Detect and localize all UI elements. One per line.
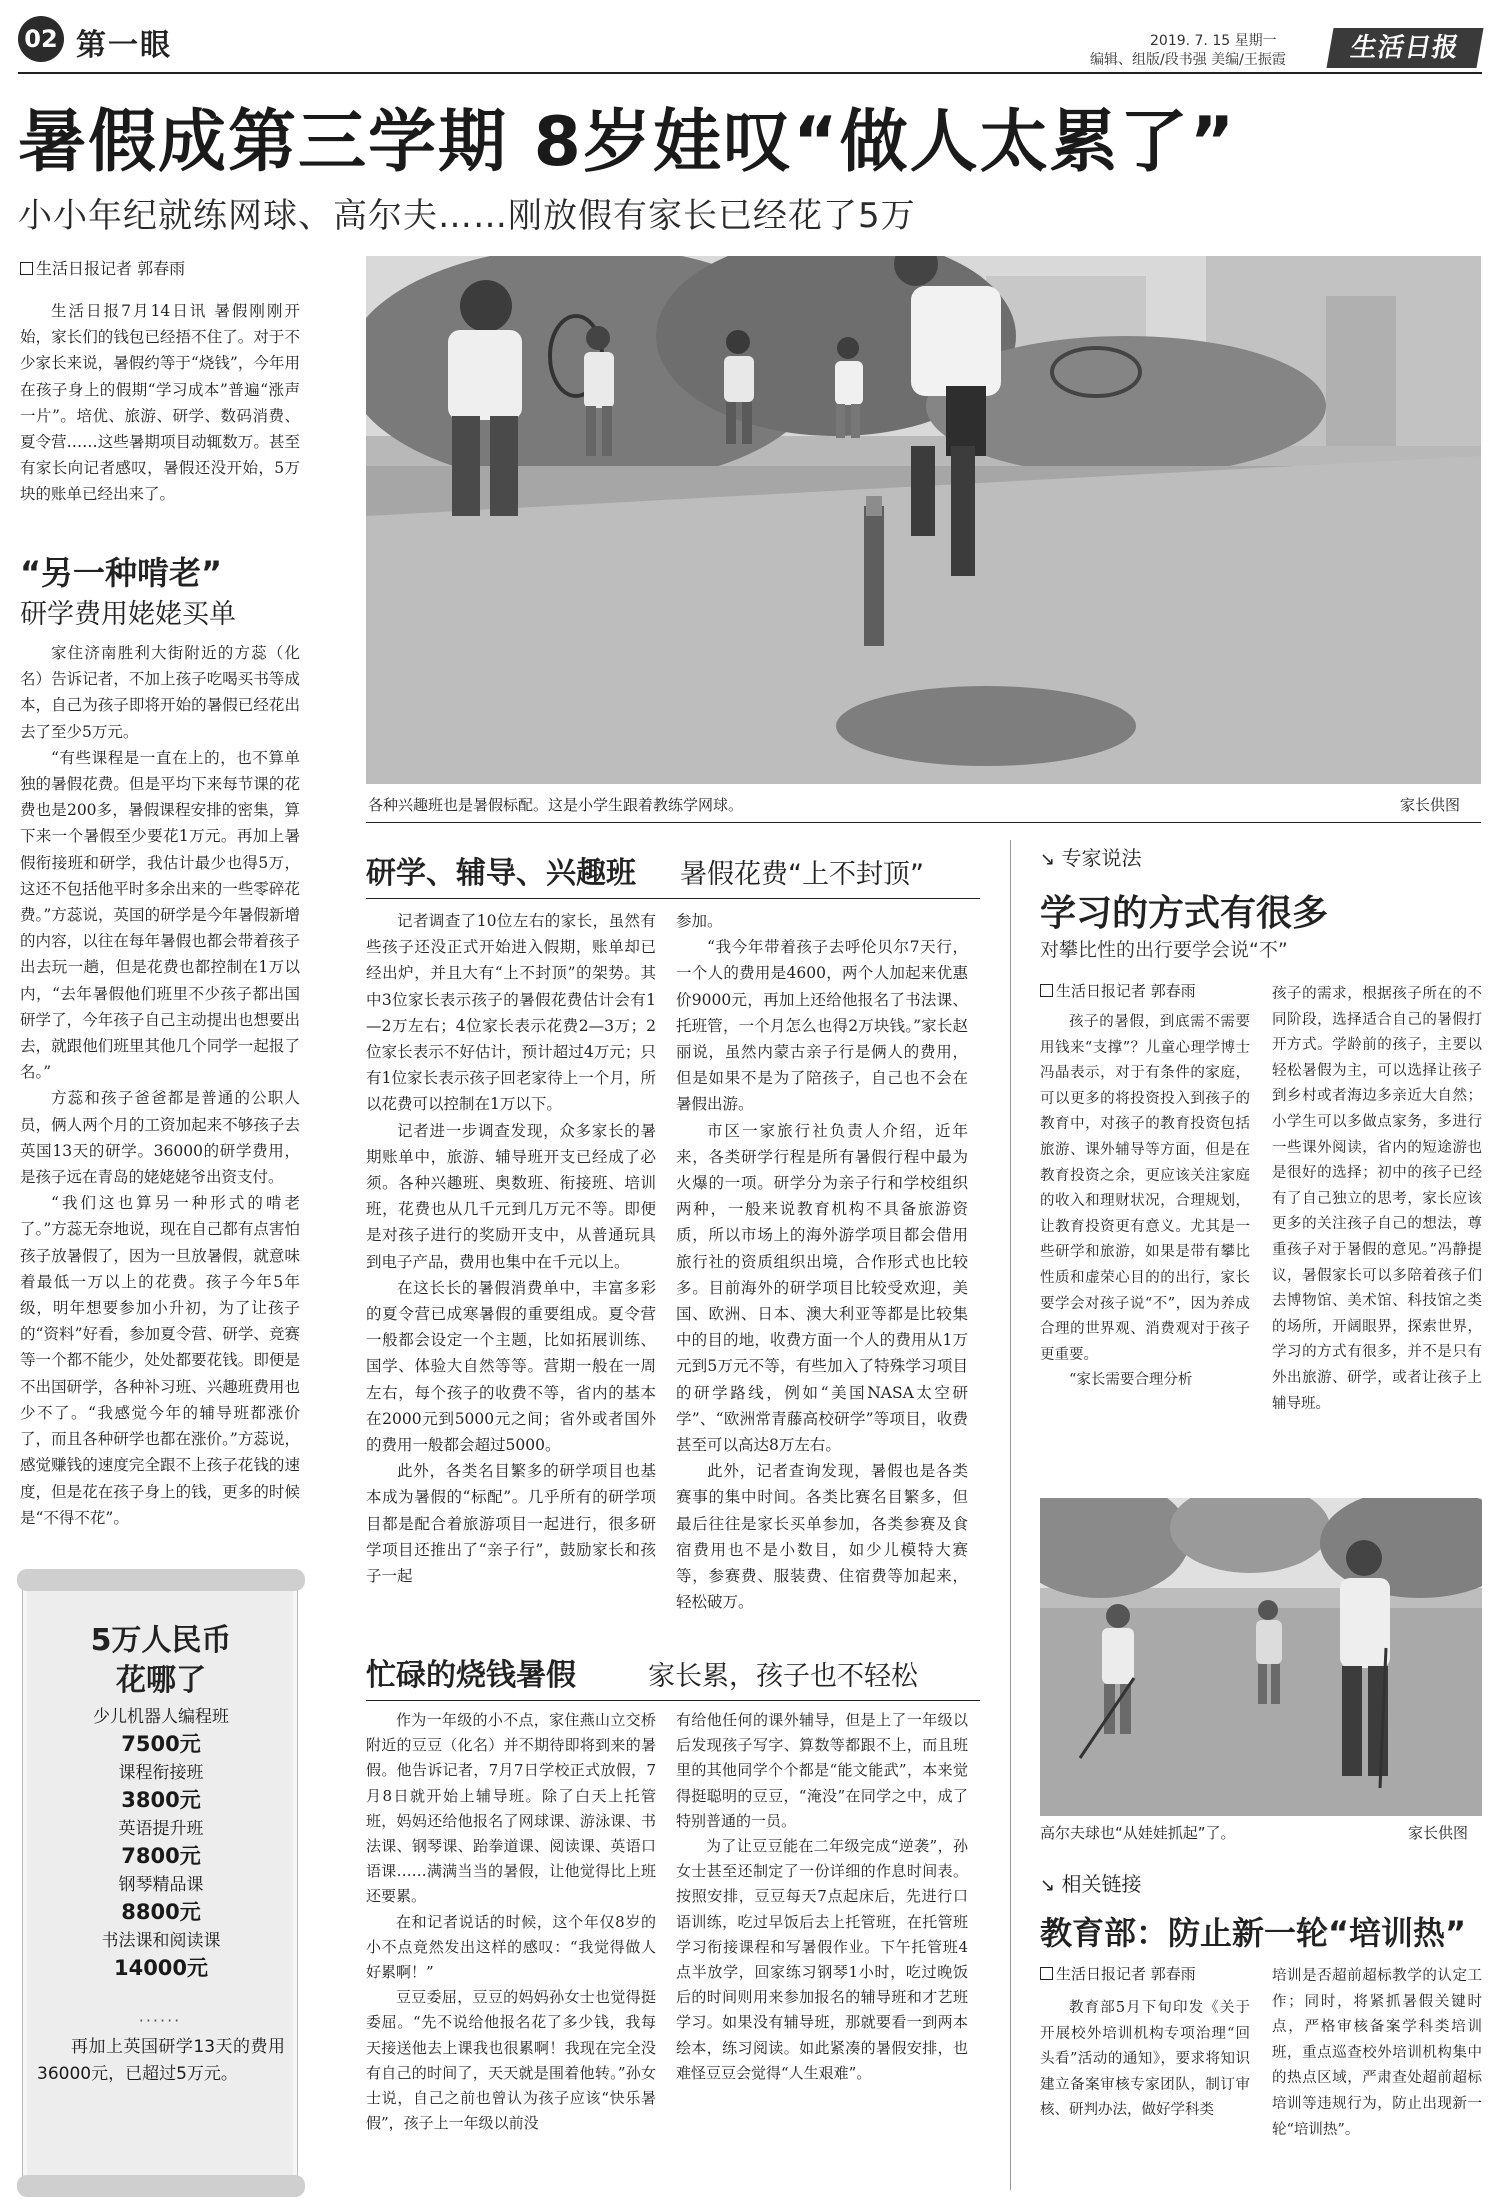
related-col1: 教育部5月下旬印发《关于开展校外培训机构专项治理“回头看”活动的通知》，要求将知识建立备案审核专家团队，制订审核、研判办法，做好学科类 xyxy=(1040,2000,1250,2119)
golf-photo-credit: 家长供图 xyxy=(1408,1824,1469,1842)
section-b-col1 xyxy=(366,908,656,1589)
paragraph: 市区一家旅行社负责人介绍，近年来，各类研学行程是所有暑假行程中最为火爆的一项。研学分为亲子行和学校组织两种，一般来说教育机构不具备旅游资质，所以市场上的海外游学项目都会借用旅行社的资质组织出境，合作形式也比较多。目前海外的研学项目比较受欢迎，美国、欧洲、日本、澳大利亚等都是比较集中的目的地，收费方面一个人的费用从1万元到5万元不等，有些加入了特殊学习项目的研学路线，例如“美国NASA太空研学”、“欧洲常青藤高校研学”等项目，收费甚至可以高达8万左右。 xyxy=(676,1121,968,1455)
item-label: 钢琴精品课 xyxy=(118,1875,204,1895)
column-rule xyxy=(1010,840,1011,2190)
box-dots: ······ xyxy=(138,2011,182,2030)
section-c-rule xyxy=(366,1700,980,1701)
section-a-subtitle: 研学费用姥姥买单 xyxy=(20,599,236,630)
related-label-text: 相关链接 xyxy=(1061,1872,1142,1896)
lead-byline xyxy=(20,256,185,279)
box-item xyxy=(23,1705,299,1758)
arrow-icon: ↘ xyxy=(1040,849,1056,870)
paragraph: 方蕊和孩子爸爸都是普通的公职人员，俩人两个月的工资加起来不够孩子去英国13天的研学。36000的研学费用，是孩子远在青岛的姥姥姥爷出资支付。 xyxy=(20,1089,300,1187)
box-item xyxy=(23,1761,299,1814)
byline-box-icon xyxy=(1040,984,1053,997)
headline-title: 暑假成第三学期 8岁娃叹“做人太累了” xyxy=(18,103,1237,182)
expert-label-text: 专家说法 xyxy=(1061,846,1142,870)
item-value: 7500元 xyxy=(121,1732,201,1756)
editors-credit: 编辑、组版/段书强 美编/王振霞 xyxy=(1090,52,1286,68)
paragraph: 在和记者说话的时候，这个年仅8岁的小不点竟然发出这样的感叹：“我觉得做人好累啊！” xyxy=(366,1912,656,1982)
paragraph: “有些课程是一直在上的，也不算单独的暑假花费。但是平均下来每节课的花费也是200多，暑假课程安排的密集，算下来一个暑假至少要花1万元。再加上暑假衔接班和研学，我估计最少也得5万，这还不包括他平时多余出来的一些零碎花费。”方蕊说，英国的研学是今年暑假新增的内容，以往在每年暑假也都会带着孩子出去玩一趟，但是花费也都控制在1万以内，“去年暑假他们班里不少孩子都出国研学了，今年孩子自己主动提出也想要出去，就跟他们班里其他几个同学一起报了名。” xyxy=(20,748,300,1082)
paragraph: 孩子的需求，根据孩子所在的不同阶段，选择适合自己的暑假打开方式。学龄前的孩子，主要以轻松暑假为主，可以选择让孩子到乡村或者海边多亲近大自然；小学生可以多做点家务，多进行一些课外阅读，省内的短途游也是很好的选择；初中的孩子已经有了自己独立的思考，家长应该更多的关注孩子自己的想法，尊重孩子对于暑假的意见。”冯静提议，暑假家长可以多陪着孩子们去博物馆、美术馆、科技馆之类的场所，开阔眼界，探索世界，学习的方式有很多，并不是只有外出旅游、研学，或者让孩子上辅导班。 xyxy=(1272,986,1482,1412)
paragraph: “我今年带着孩子去呼伦贝尔7天行，一个人的费用是4600，两个人加起来优惠价9000元，再加上还给他报名了书法课、托班管，一个月怎么也得2万块钱。”家长赵丽说，虽然内蒙古亲子行是俩人的费用，但是如果不是为了陪孩子，自己也不会在暑假出游。 xyxy=(676,938,968,1114)
expert-byline-text: 生活日报记者 郭春雨 xyxy=(1056,982,1196,1000)
box-footer: 再加上英国研学13天的费用36000元，已超过5万元。 xyxy=(37,2037,285,2084)
box-item xyxy=(23,1817,299,1870)
page-number-badge xyxy=(18,16,64,62)
byline-box-icon xyxy=(20,262,33,275)
paragraph: 作为一年级的小不点，家住燕山立交桥附近的豆豆（化名）并不期待即将到来的暑假。他告诉记者，7月7日学校正式放假，7月8日就开始上辅导班。除了白天上托管班，妈妈还给他报名了网球课、游泳课、书法课、钢琴课、跆拳道课、阅读课、英语口语课……满满当当的暑假，让他觉得比上班还要累。 xyxy=(366,1711,656,1906)
golf-scene-illustration xyxy=(1040,1498,1482,1816)
paragraph: 孩子的暑假，到底需不需要用钱来“支撑”？儿童心理学博士冯晶表示，对于有条件的家庭，可以更多的将投资投入到孩子的教育中，对孩子的教育投资包括旅游、课外辅导等方面，但是在教育投资之余，更应该关注家庭的收入和理财状况，合理规划，让教育投资更有意义。尤其是一些研学和旅游，如果是带有攀比性质和虚荣心目的的出行，家长要学会对孩子说“不”，因为养成合理的世界观、消费观对于孩子更重要。 xyxy=(1040,1014,1250,1363)
paragraph: “家长需要合理分析 xyxy=(1069,1372,1193,1389)
item-value: 14000元 xyxy=(113,1956,209,1980)
item-label: 英语提升班 xyxy=(118,1819,204,1839)
section-b-rule xyxy=(366,898,980,899)
scroll-top-roll xyxy=(17,1569,305,1591)
section-a-body xyxy=(20,640,300,1531)
byline-box-icon xyxy=(1040,1967,1053,1980)
photo-caption-rule xyxy=(366,822,1481,823)
related-byline xyxy=(1040,1963,1196,1984)
box-title-1: 5万人民币 xyxy=(90,1623,232,1658)
related-col2: 培训是否超前超标教学的认定工作；同时，将紧抓暑假关键时点，严格审核备案学科类培训班，重点巡查校外培训机构集中的热点区域，严肃查处超前超标培训等违规行为，防止出现新一轮“培训热”。 xyxy=(1272,1968,1482,2138)
tennis-scene-illustration xyxy=(366,256,1481,784)
item-label: 课程衔接班 xyxy=(118,1763,204,1783)
item-label: 少儿机器人编程班 xyxy=(93,1707,229,1727)
expert-title: 学习的方式有很多 xyxy=(1040,893,1329,934)
expert-subtitle: 对攀比性的出行要学会说“不” xyxy=(1040,939,1288,961)
headline-subtitle: 小小年纪就练网球、高尔夫……刚放假有家长已经花了5万 xyxy=(18,196,916,236)
spending-scroll-box xyxy=(22,1578,298,2188)
paragraph: 有给他任何的课外辅导，但是上了一年级以后发现孩子写字、算数等都跟不上，而且班里的其他同学个个都是“能文能武”，本来觉得挺聪明的豆豆，“淹没”在同学之中，成了特别普通的一员。 xyxy=(676,1711,968,1830)
related-title: 教育部：防止新一轮“培训热” xyxy=(1040,1914,1467,1952)
newspaper-name: 生活日报 xyxy=(1348,33,1462,63)
section-c-col1 xyxy=(366,1708,656,2136)
paragraph: 在这长长的暑假消费单中，丰富多彩的夏令营已成寒暑假的重要组成。夏令营一般都会设定一个主题，比如拓展训练、国学、体验大自然等等。营期一般在一周左右，每个孩子的收费不等，省内的基本在2000元到5000元之间；省外或者国外的费用一般都会超过5000。 xyxy=(366,1278,656,1455)
expert-byline xyxy=(1040,980,1196,1001)
section-c-col2 xyxy=(676,1708,968,2086)
box-items xyxy=(23,1705,299,1985)
golf-photo-caption: 高尔夫球也“从娃娃抓起”了。 xyxy=(1040,1824,1236,1842)
masthead-rule xyxy=(18,72,1482,74)
paragraph: 为了让豆豆能在二年级完成“逆袭”，孙女士甚至还制定了一份详细的作息时间表。按照安排，豆豆每天7点起床后，先进行口语训练，吃过早饭后去上托管班，在托管班学习衔接课程和写暑假作业。下午托管班4点半放学，回家练习钢琴1小时，吃过晚饭后的时间则用来参加报名的辅导班和才艺班学习。如果没有辅导班，那就要看一到两本绘本，练习阅读。如此紧凑的暑假安排，也难怪豆豆会觉得“人生艰难”。 xyxy=(676,1837,968,2082)
paragraph: 此外，各类名目繁多的研学项目也基本成为暑假的“标配”。几乎所有的研学项目都是配合着旅游项目一起进行，很多研学项目还推出了“亲子行”，鼓励家长和孩子一起 xyxy=(366,1462,656,1586)
section-b-title: 研学、辅导、兴趣班 xyxy=(366,856,636,891)
lead-paragraph: 生活日报7月14日讯 暑假刚刚开始，家长们的钱包已经捂不住了。对于不少家长来说，暑假约等于“烧钱”，今年用在孩子身上的假期“学习成本”普遍“涨声一片”。培优、旅游、研学、数码消费、夏令营……这些暑期项目动辄数万。甚至有家长向记者感叹，暑假还没开始，5万块的账单已经出来了。 xyxy=(20,302,300,504)
expert-col2 xyxy=(1272,982,1482,1417)
section-b-col2 xyxy=(676,908,968,1615)
box-item xyxy=(23,1873,299,1926)
lead-byline-text: 生活日报记者 郭春雨 xyxy=(36,259,186,278)
tennis-photo-credit: 家长供图 xyxy=(1400,796,1461,814)
expert-label xyxy=(1040,842,1141,871)
item-label: 书法课和阅读课 xyxy=(101,1931,221,1951)
paragraph: “我们这也算另一种形式的啃老了。”方蕊无奈地说，现在自己都有点害怕孩子放暑假了，因为一旦放暑假，就意味着最低一万以上的花费。孩子今年5年级，明年想要参加小升初，为了让孩子的“资料”好看，参加夏令营、研学、竞赛等一个都不能少，处处都要花钱。即便是不出国研学，各种补习班、兴趣班费用也少不了。“我感觉今年的辅导班都涨价了，而且各种研学也都在涨价。”方蕊说，感觉赚钱的速度完全跟不上孩子花钱的速度，但是花在孩子身上的钱，更多的时候是“不得不花”。 xyxy=(20,1194,300,1527)
section-name: 第一眼 xyxy=(76,28,172,63)
newspaper-logo xyxy=(1326,28,1483,68)
golf-photo xyxy=(1040,1498,1482,1816)
tennis-photo-caption: 各种兴趣班也是暑假标配。这是小学生跟着教练学网球。 xyxy=(368,796,744,814)
paragraph: 此外，记者查询发现，暑假也是各类赛事的集中时间。各类比赛名目繁多，但最后往往是家长买单参加，各类参赛及食宿费用也不是小数目，如少儿模特大赛等，参赛费、服装费、住宿费等加起来，轻松破万。 xyxy=(676,1462,968,1612)
section-b-subtitle: 暑假花费“上不封顶” xyxy=(680,859,924,890)
paragraph: 豆豆委屈，豆豆的妈妈孙女士也觉得挺委屈。“先不说给他报名花了多少钱，我每天接送他去上课我也很累啊！我现在完全没有自己的时间了，天天就是围着他转。”孙女士说，自己之前也曾认为孩子应该“快乐暑假”，孩子上一年级以前没 xyxy=(366,1988,656,2133)
paragraph: 记者进一步调查发现，众多家长的暑期账单中，旅游、辅导班开支已经成了必须。各种兴趣班、奥数班、衔接班、培训班，花费也从几千元到几万元不等。即便是对孩子进行的奖励开支中，从普通玩具到电子产品，费用也集中在千元以上。 xyxy=(366,1121,656,1271)
paragraph: 家住济南胜利大街附近的方蕊（化名）告诉记者，不加上孩子吃喝买书等成本，自己为孩子即将开始的暑假已经花出去了至少5万元。 xyxy=(20,644,300,741)
issue-date: 2019. 7. 15 星期一 xyxy=(1150,33,1277,49)
paragraph: 参加。 xyxy=(676,912,723,930)
section-a-title: “另一种啃老” xyxy=(20,554,223,592)
box-title-2: 花哪了 xyxy=(116,1663,206,1698)
box-item xyxy=(23,1929,299,1982)
arrow-icon: ↘ xyxy=(1040,1875,1056,1896)
item-value: 8800元 xyxy=(121,1900,201,1924)
scroll-bottom-roll xyxy=(17,2175,305,2197)
tennis-photo xyxy=(366,256,1481,784)
section-c-subtitle: 家长累，孩子也不轻松 xyxy=(648,1661,918,1692)
page-number: 02 xyxy=(24,25,58,53)
paragraph: 记者调查了10位左右的家长，虽然有些孩子还没正式开始进入假期，账单却已经出炉，并且大有“上不封顶”的架势。其中3位家长表示孩子的暑假花费估计会有1—2万左右；4位家长表示花费2—3万；2位家长表示不好估计，预计超过4万元；只有1位家长表示孩子回老家待上一个月，所以花费可以控制在1万以下。 xyxy=(366,912,656,1114)
item-value: 3800元 xyxy=(121,1788,201,1812)
related-label xyxy=(1040,1868,1141,1897)
expert-col1 xyxy=(1040,1010,1250,1394)
related-byline-text: 生活日报记者 郭春雨 xyxy=(1056,1965,1196,1983)
section-c-title: 忙碌的烧钱暑假 xyxy=(366,1658,576,1693)
item-value: 7800元 xyxy=(121,1844,201,1868)
